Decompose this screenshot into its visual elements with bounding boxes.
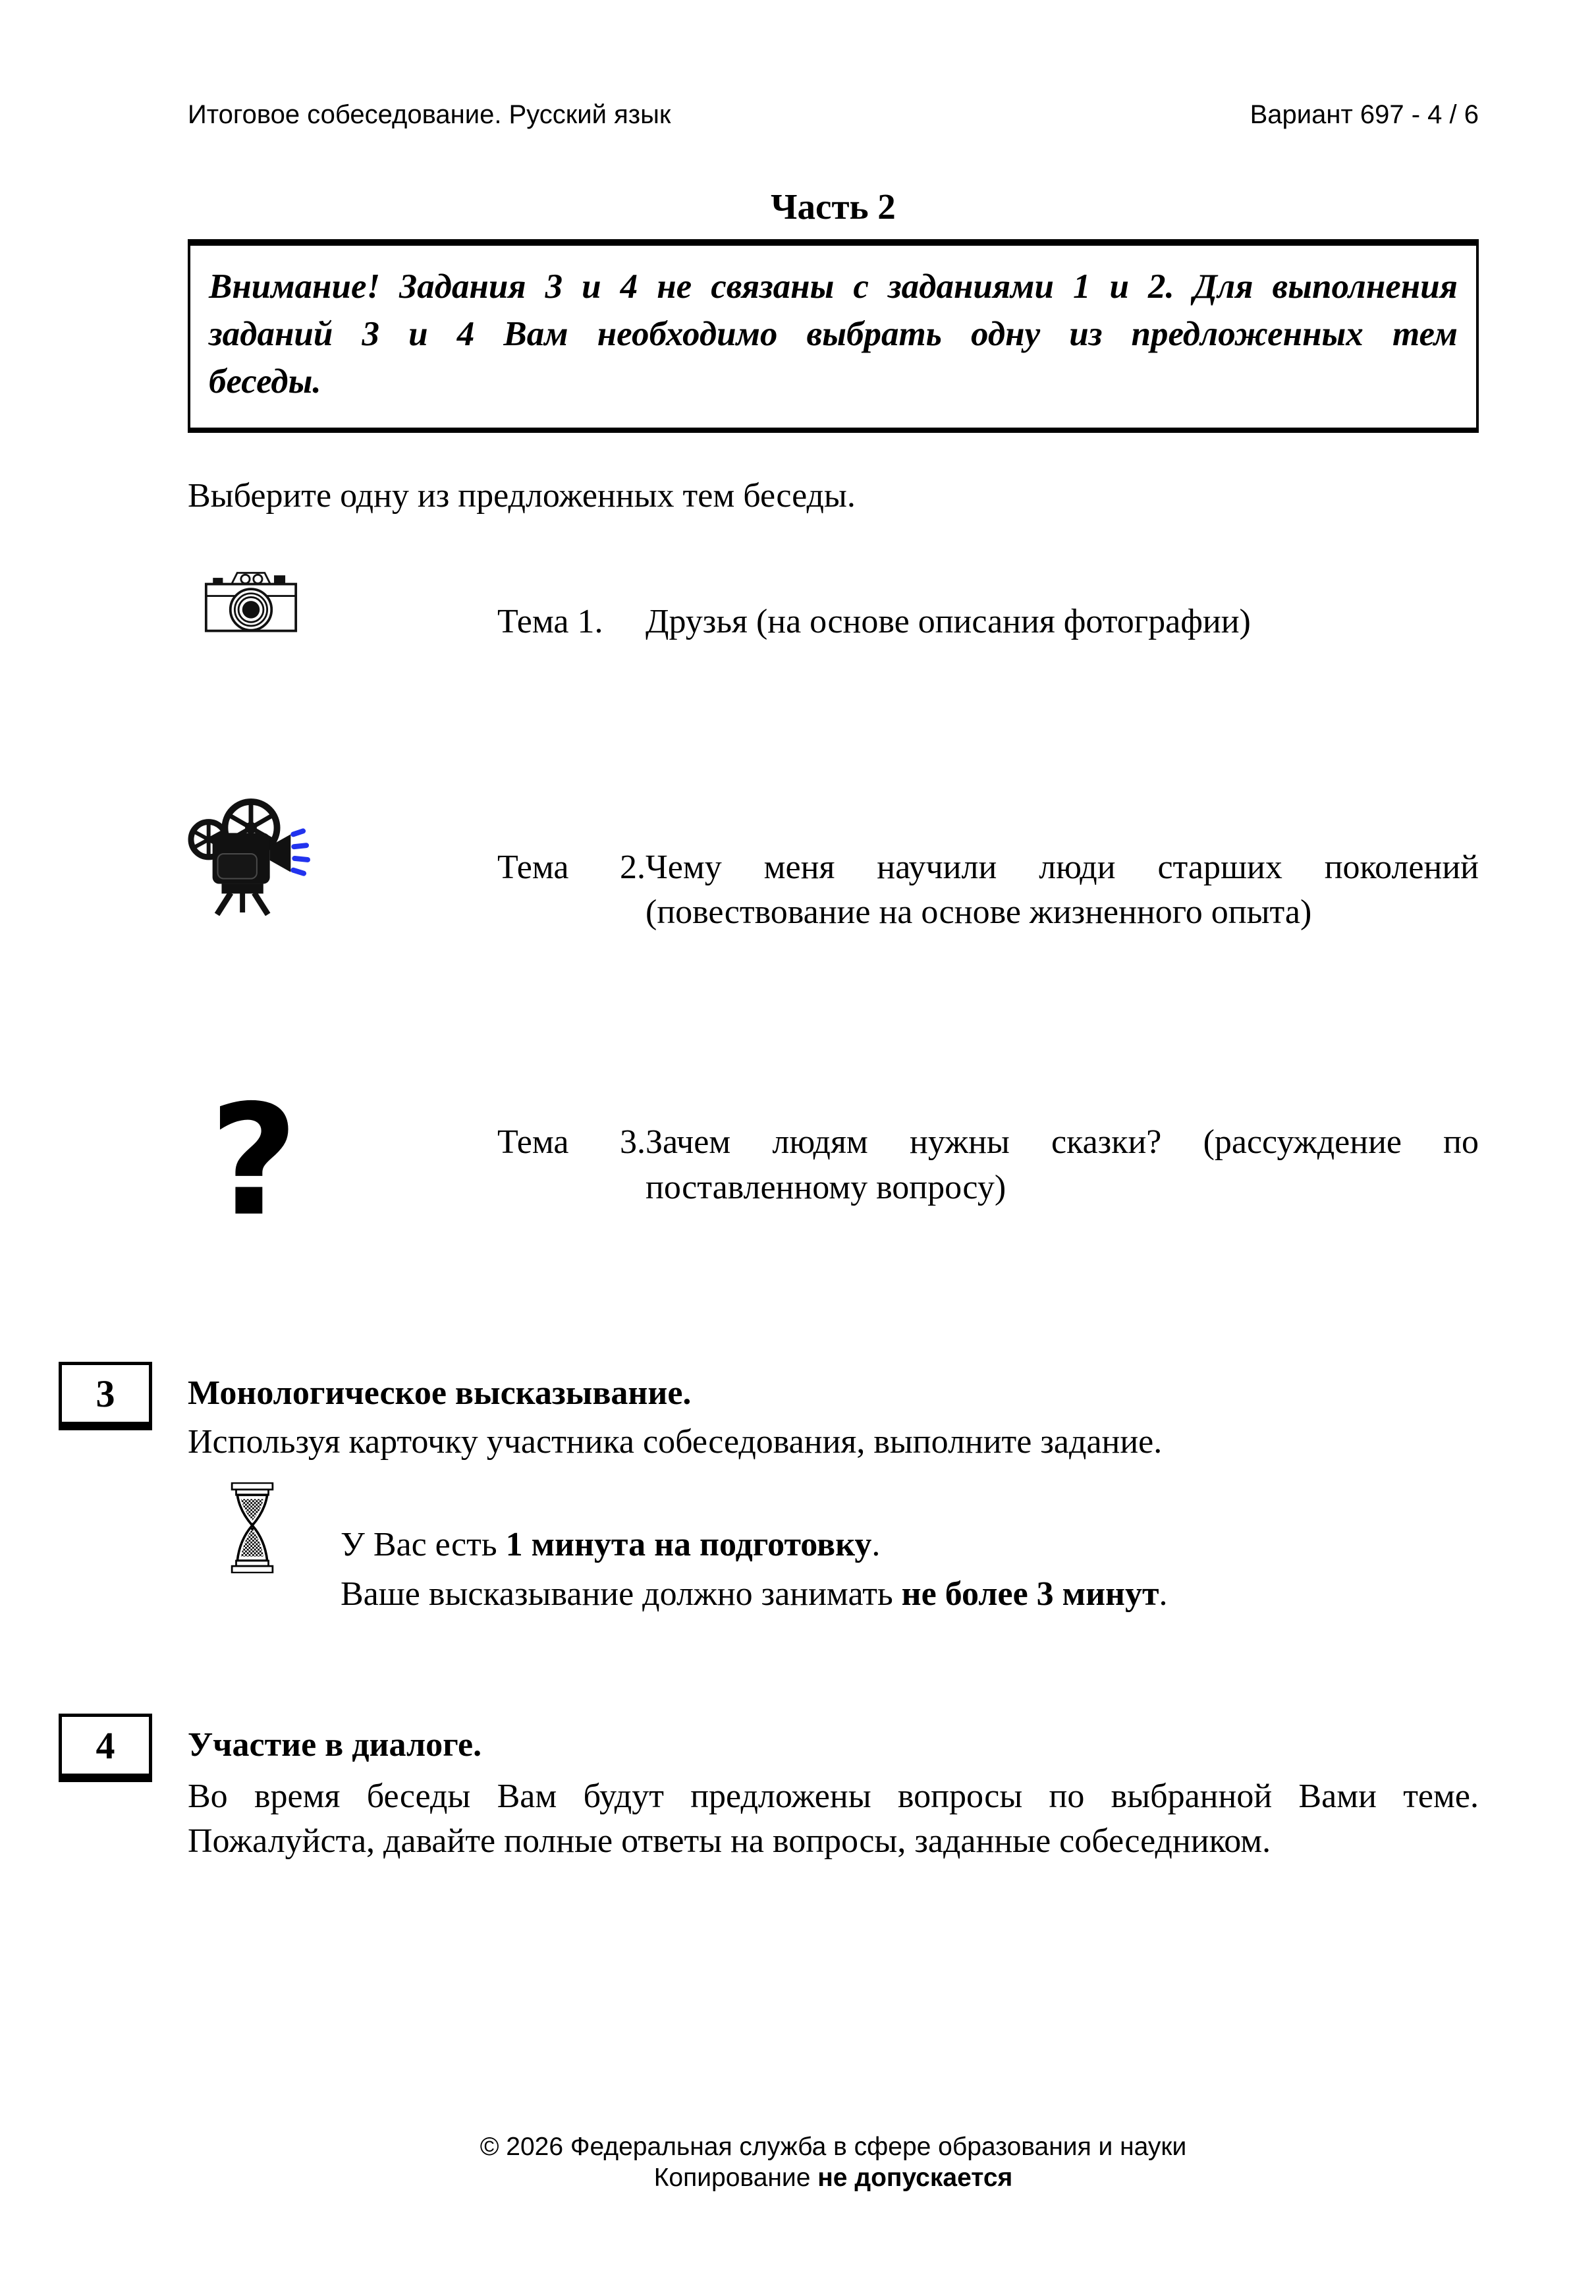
- task4-section: [96, 1723, 1479, 1864]
- theme-1-text: [497, 600, 1479, 645]
- theme-content: поставленному вопросу): [646, 1168, 1006, 1206]
- theme-2-text: [497, 845, 1479, 936]
- theme-content: Друзья (на основе описания фотографии): [646, 603, 1251, 641]
- task3-section: [96, 1371, 1479, 1624]
- header-variant-label: Вариант 697 - 4 / 6: [1250, 100, 1479, 129]
- header-subject-title: Итоговое собеседование. Русский язык: [188, 100, 671, 129]
- page-header: [188, 0, 1479, 129]
- warning-line: беседы.: [209, 362, 321, 401]
- question-mark-icon: ?: [209, 1072, 296, 1250]
- task4-number-box: 4: [59, 1714, 152, 1782]
- timing-text: [341, 1482, 1479, 1619]
- timing-block: [188, 1482, 1479, 1624]
- theme-label: Тема 1.: [497, 603, 603, 641]
- theme-3-text: [497, 1120, 1479, 1210]
- timing-line-2: Ваше высказывание должно занимать не более 3 минут.: [341, 1575, 1168, 1613]
- theme-2-icon-cell: [188, 795, 497, 919]
- task4-body-line: Пожалуйста, давайте полные ответы на вопросы, заданные собеседником.: [188, 1822, 1271, 1861]
- footer-copyright: © 2026 Федеральная служба в сфере образования и науки: [480, 2133, 1187, 2161]
- warning-box: [188, 239, 1479, 433]
- part-title: Часть 2: [771, 186, 896, 227]
- warning-line: Внимание! Задания 3 и 4 не связаны с заданиями 1 и 2. Для выполнения: [209, 267, 1458, 306]
- timing-line-1: У Вас есть 1 минута на подготовку.: [341, 1526, 881, 1564]
- theme-content: Зачем людям нужны сказки? (рассуждение по: [646, 1123, 1479, 1162]
- theme-1-icon-cell: [188, 571, 497, 637]
- theme-label: Тема 3.: [497, 1123, 646, 1162]
- task3-number-box: 3: [59, 1362, 152, 1430]
- theme-label: Тема 2.: [497, 848, 646, 886]
- theme-row-1: [188, 571, 1479, 645]
- task4-body: [188, 1774, 1479, 1864]
- task4-title: Участие в диалоге.: [188, 1726, 482, 1764]
- choose-instruction: Выберите одну из предложенных тем беседы.: [188, 477, 856, 515]
- photo-camera-icon: [204, 571, 298, 634]
- warning-line: заданий 3 и 4 Вам необходимо выбрать одну из предложенных тем: [209, 315, 1458, 354]
- task4-body-line: Во время беседы Вам будут предложены вопросы по выбранной Вами теме.: [188, 1777, 1479, 1815]
- theme-3-icon-cell: [188, 1072, 497, 1250]
- theme-row-2: [188, 795, 1479, 936]
- page-footer: [188, 2132, 1479, 2194]
- task3-subtitle: Используя карточку участника собеседования, выполните задание.: [188, 1422, 1163, 1461]
- task3-title: Монологическое высказывание.: [188, 1374, 692, 1413]
- film-projector-icon: [188, 795, 312, 916]
- footer-no-copy: Копирование не допускается: [653, 2163, 1013, 2192]
- hourglass-icon: [231, 1482, 274, 1573]
- theme-content: Чему меня научили люди старших поколений: [646, 848, 1479, 886]
- theme-row-3: [188, 1072, 1479, 1250]
- theme-content: (повествование на основе жизненного опыта): [646, 893, 1312, 932]
